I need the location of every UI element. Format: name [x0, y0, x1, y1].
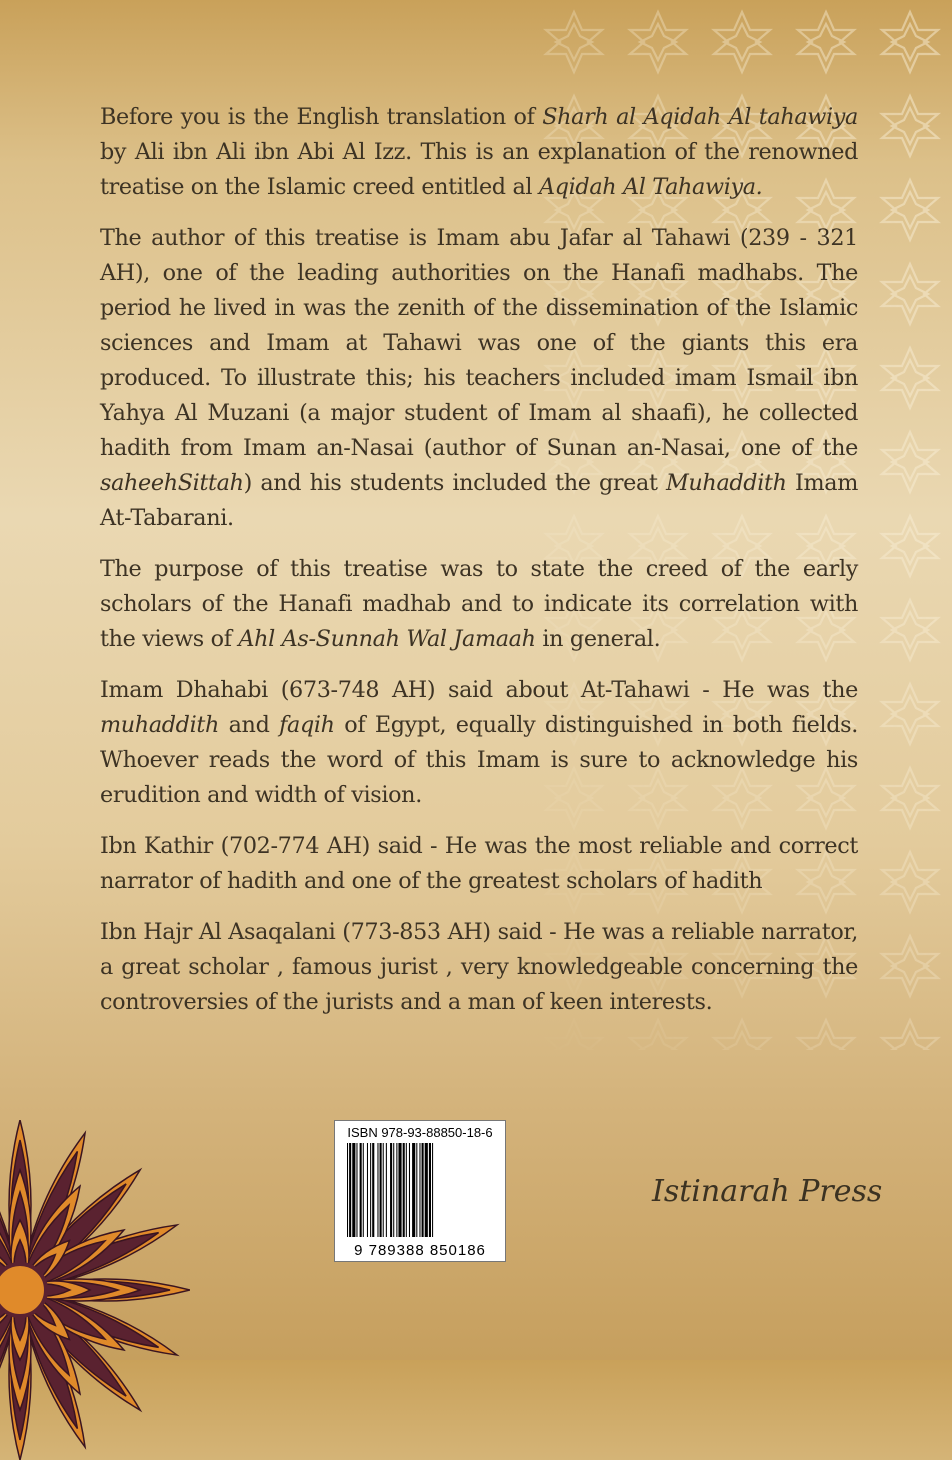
isbn-label: ISBN 978-93-88850-18-6 — [347, 1125, 493, 1140]
intro-text-cont: by Ali ibn Ali ibn Abi Al Izz. This is an explanation of the renowned treatise on the Islamic creed entitled al — [100, 139, 858, 200]
ahl-sunnah-term: Ahl As-Sunnah Wal Jamaah — [238, 626, 536, 652]
paragraph-author — [100, 221, 858, 536]
paragraph-dhahabi — [100, 673, 858, 813]
isbn-barcode — [334, 1120, 506, 1262]
author-text: The author of this treatise is Imam abu Jafar al Tahawi (239 - 321 AH), one of the leading authorities on the Hanafi madhabs. The period he lived in was the zenith of the dissemination of the Islamic sciences and Imam at Tahawi was one of the giants this era produced. To illustrate this; his teachers included imam Ismail ibn Yahya Al Muzani (a major student of Imam al shaafi), he collected hadith from Imam an-Nasai (author of Sunan an-Nasai, one of the — [100, 225, 858, 461]
faqih-term: faqih — [279, 712, 335, 738]
mandala-ornament — [0, 1120, 190, 1460]
dhahabi-and: and — [219, 712, 280, 738]
muhaddith-term: Muhaddith — [665, 470, 787, 496]
author-text-end: Imam At-Tabarani. — [100, 470, 858, 531]
back-cover-text — [100, 100, 858, 1036]
dhahabi-text-end: of Egypt, equally distinguished in both fields. Whoever reads the word of this Imam is sure to acknowledge his erudition and width of vision. — [100, 712, 858, 808]
barcode-bars — [345, 1143, 495, 1237]
treatise-title: Aqidah Al Tahawiya. — [538, 174, 763, 200]
paragraph-hajr: Ibn Hajr Al Asaqalani (773-853 AH) said - He was a reliable narrator, a great scholar , famous jurist , very knowledgeable concerning the controversies of the jurists and a man of keen interests. — [100, 919, 858, 1015]
purpose-text: The purpose of this treatise was to state the creed of the early scholars of the Hanafi madhab and to indicate its correlation with the views of — [100, 556, 858, 652]
isbn-digits: 9 789388 850186 — [354, 1242, 486, 1259]
intro-text: Before you is the English translation of — [100, 104, 543, 130]
purpose-text-end: in general. — [535, 626, 661, 652]
paragraph-kathir: Ibn Kathir (702-774 AH) said - He was the most reliable and correct narrator of hadith and one of the greatest scholars of hadith — [100, 833, 858, 894]
muhaddith-term-2: muhaddith — [100, 712, 220, 738]
paragraph-intro — [100, 100, 858, 205]
dhahabi-text: Imam Dhahabi (673-748 AH) said about At-Tahawi - He was the — [100, 677, 858, 703]
paragraph-purpose — [100, 552, 858, 657]
saheeh-sittah: saheehSittah — [100, 470, 244, 496]
author-text-cont: ) and his students included the great — [243, 470, 666, 496]
publisher-logo: Istinarah Press — [652, 1174, 883, 1209]
book-title: Sharh al Aqidah Al tahawiya — [542, 104, 858, 130]
